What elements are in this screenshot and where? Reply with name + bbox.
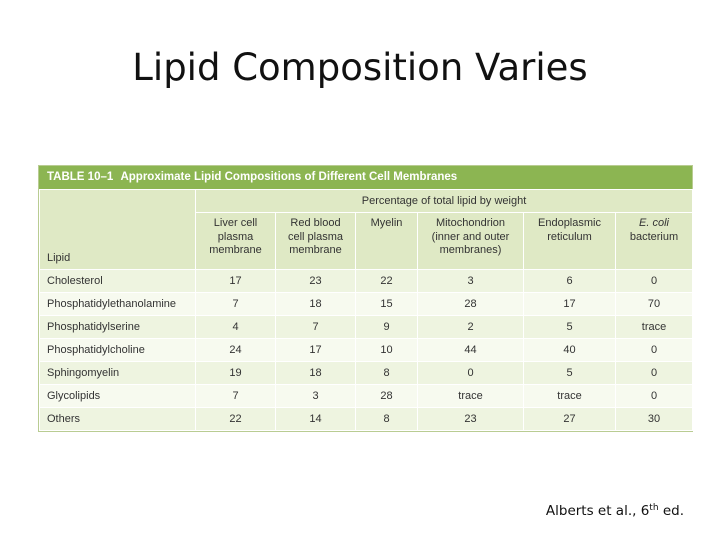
table-cell: trace [524, 385, 616, 408]
table-cell: 3 [418, 270, 524, 293]
table-cell: 19 [196, 362, 276, 385]
table-cell: 22 [356, 270, 418, 293]
column-header-line: reticulum [547, 230, 592, 243]
table-cell: 10 [356, 339, 418, 362]
column-header [524, 213, 616, 270]
column-header-line: membrane [209, 244, 262, 256]
column-header-line: membrane [289, 244, 342, 256]
table-cell: 44 [418, 339, 524, 362]
citation [546, 503, 684, 519]
table-cell: 17 [196, 270, 276, 293]
column-header [418, 213, 524, 270]
table-cell: 3 [276, 385, 356, 408]
table-cell: 0 [418, 362, 524, 385]
table-cell: 8 [356, 362, 418, 385]
table-cell: 27 [524, 408, 616, 431]
table-cell: 22 [196, 408, 276, 431]
table-cell: 17 [524, 293, 616, 316]
column-header-line: (inner and outer [431, 230, 510, 243]
column-header-line: bacterium [629, 230, 679, 243]
table-cell: 30 [616, 408, 693, 431]
table-cell: 0 [616, 339, 693, 362]
percentage-super-header: Percentage of total lipid by weight [196, 190, 693, 213]
citation-suffix: ed. [658, 503, 684, 519]
column-header [196, 213, 276, 270]
column-header [356, 213, 418, 270]
table-cell: 23 [276, 270, 356, 293]
table-tag: TABLE 10–1 [47, 171, 114, 183]
citation-prefix: Alberts et al., 6 [545, 503, 650, 519]
table-cell: 15 [356, 293, 418, 316]
lipid-name: Phosphatidylethanolamine [40, 293, 196, 316]
lipid-name: Phosphatidylcholine [40, 339, 196, 362]
table-row [40, 339, 693, 362]
lipid-column-header: Lipid [40, 190, 196, 270]
table-cell: 0 [616, 362, 693, 385]
table-row [40, 293, 693, 316]
slide-title: Lipid Composition Varies [132, 46, 588, 89]
table-row [40, 316, 693, 339]
table-cell: 0 [616, 385, 693, 408]
column-header [276, 213, 356, 270]
table-cell: 5 [524, 362, 616, 385]
table-cell: 8 [356, 408, 418, 431]
table-cell: 5 [524, 316, 616, 339]
table-cell: 18 [276, 362, 356, 385]
table-cell: 28 [356, 385, 418, 408]
data-table [39, 189, 693, 431]
citation-sup: th [649, 503, 659, 513]
lipid-name: Phosphatidylserine [40, 316, 196, 339]
column-header-line: membranes) [439, 244, 502, 256]
table-cell: 0 [616, 270, 693, 293]
table-cell: 4 [196, 316, 276, 339]
table-cell: 7 [196, 385, 276, 408]
table-cell: 17 [276, 339, 356, 362]
column-header-line: Myelin [370, 217, 403, 229]
table-cell: 18 [276, 293, 356, 316]
lipid-name: Glycolipids [40, 385, 196, 408]
table-cell: trace [616, 316, 693, 339]
table-cell: 28 [418, 293, 524, 316]
lipid-name: Others [40, 408, 196, 431]
table-cell: 23 [418, 408, 524, 431]
column-header-line: Endoplasmic [538, 217, 601, 229]
table-row [40, 270, 693, 293]
column-header-line: plasma [217, 230, 254, 243]
table-row [40, 408, 693, 431]
lipid-table [38, 165, 693, 432]
table-cell: 14 [276, 408, 356, 431]
table-cell: 24 [196, 339, 276, 362]
lipid-name: Sphingomyelin [40, 362, 196, 385]
table-cell: 6 [524, 270, 616, 293]
column-header-line: cell plasma [287, 230, 344, 243]
column-header-line: Liver cell [213, 217, 258, 229]
table-caption [39, 166, 692, 189]
table-cell: 40 [524, 339, 616, 362]
table-cell: 9 [356, 316, 418, 339]
table-cell: 2 [418, 316, 524, 339]
table-cell: 70 [616, 293, 693, 316]
lipid-name: Cholesterol [40, 270, 196, 293]
table-row [40, 385, 693, 408]
table-cell: trace [418, 385, 524, 408]
column-header-line: Red blood [290, 217, 341, 229]
column-header [616, 213, 693, 270]
table-cell: 7 [196, 293, 276, 316]
column-header-line: Mitochondrion [435, 217, 506, 229]
table-title: Approximate Lipid Compositions of Different Cell Membranes [120, 171, 458, 183]
column-header-line: E. coli [639, 217, 669, 229]
table-row [40, 362, 693, 385]
table-cell: 7 [276, 316, 356, 339]
